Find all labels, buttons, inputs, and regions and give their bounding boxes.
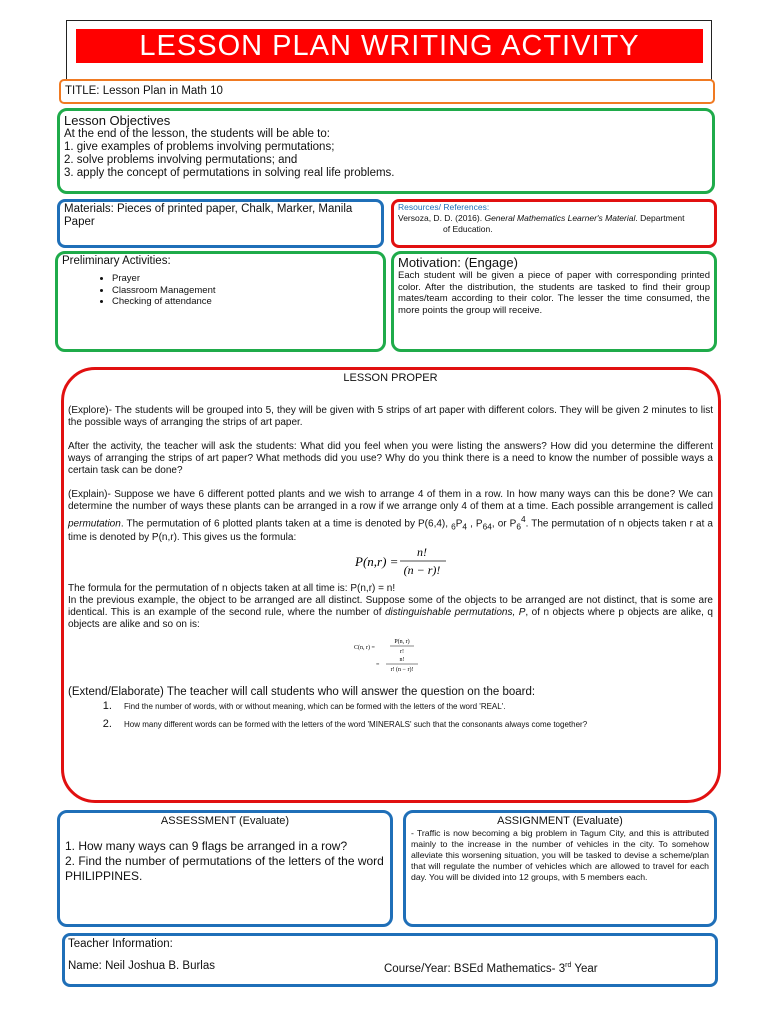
objective-item: 2. solve problems involving permutations; and — [64, 154, 298, 166]
course-text: Year — [571, 962, 598, 975]
assessment-item: 1. How many ways can 9 flags be arranged in a row? — [65, 839, 348, 853]
subscript: 64 — [482, 521, 492, 532]
formula-lhs: P(n,r) = — [355, 554, 399, 570]
citation-publisher-cont: of Education. — [443, 224, 493, 234]
all-time-paragraph: The formula for the permutation of n objects taken at all time is: P(n,r) = n! — [68, 583, 396, 595]
assessment-heading: ASSESSMENT (Evaluate) — [160, 815, 290, 827]
objective-item: 1. give examples of problems involving permutations; — [64, 141, 335, 153]
assignment-section — [403, 810, 717, 927]
page-title: LESSON PLAN WRITING ACTIVITY — [76, 29, 703, 63]
preliminary-section — [55, 251, 386, 352]
explore-paragraph: (Explore)- The students will be grouped into 5, they will be given with 5 strips of art paper with different colors. They will be given 2 minutes to list the possible ways of arranging the strips of art paper. — [68, 405, 713, 428]
formula2-numerator-2: n! — [399, 657, 405, 664]
teacher-course — [384, 959, 598, 976]
explain-term: permutation — [68, 518, 121, 530]
assignment-heading: ASSIGNMENT (Evaluate) — [497, 815, 623, 827]
permutation-formula — [68, 544, 708, 578]
superscript: 4 — [520, 514, 526, 524]
explain-text: , P — [467, 518, 483, 530]
list-item: • Prayer — [112, 273, 379, 285]
previous-text: In the previous example, the object to be arranged are all distinct. Suppose some of the objects to be arranged are not distinct, that is some are identical. This is an example of the second rule, where the number of — [68, 595, 713, 619]
previous-term: distinguishable permutations, P — [385, 607, 526, 619]
motivation-text: Each student will be given a piece of paper with corresponding printed color. After the distribution, the students are tasked to find their group mates/team according to their color. The lesser the time consumed, the more points the group will receive. — [398, 270, 710, 316]
teacher-info-section — [62, 933, 718, 987]
objectives-section — [57, 108, 715, 194]
explain-text: (Explain)- Suppose we have 6 different potted plants and we wish to arrange 4 of them in a row. In how many ways can this be done? We can determine the number of ways these plants can be arranged in a row if we arrange only 4 of them at a time. Each possible arrangement is called — [68, 489, 713, 512]
citation-title: General Mathematics Learner's Material — [484, 213, 636, 223]
formula-denominator: (n − r)! — [403, 563, 441, 578]
materials-text: Materials: Pieces of printed paper, Chalk, Marker, Manila Paper — [64, 203, 353, 228]
subscript: 6 — [451, 521, 456, 532]
explain-text: P — [455, 518, 463, 530]
list-item: 1. Find the number of words, with or without meaning, which can be formed with the letters of the word 'REAL'. — [115, 701, 713, 712]
list-item: 2. How many different words can be formed with the letters of the word 'MINERALS' such that the consonants always come together? — [115, 719, 713, 730]
preliminary-list — [62, 273, 379, 308]
objectives-intro: At the end of the lesson, the students will be able to: — [64, 128, 330, 140]
explain-text: . The permutation of n objects taken r at a time is denoted by P(n,r). This gives us the formula: — [68, 518, 713, 544]
resource-citation — [398, 213, 710, 224]
objectives-heading: Lesson Objectives — [64, 113, 171, 128]
formula2-denominator: r! — [400, 649, 404, 656]
formula2-equals: = — [376, 662, 380, 669]
subscript: 4 — [462, 521, 468, 532]
formula2-lhs: C(n, r) = — [354, 645, 375, 652]
subscript: 6 — [516, 521, 521, 532]
list-item: • Checking of attendance — [112, 296, 379, 308]
extend-list — [68, 701, 713, 730]
explain-text: , or P — [491, 518, 517, 530]
lesson-proper-section — [61, 367, 721, 803]
motivation-section — [391, 251, 717, 352]
assessment-item: 2. Find the number of permutations of the letters of the word PHILIPPINES. — [65, 854, 384, 883]
assessment-section — [57, 810, 393, 927]
teacher-heading: Teacher Information: — [68, 938, 173, 950]
previous-text: , of n objects where p objects are alike, q objects are alike and so on is: — [68, 607, 713, 631]
formula2-denominator-2: r! (n − r)! — [390, 667, 414, 674]
teacher-name: Name: Neil Joshua B. Burlas — [68, 960, 216, 972]
assignment-text: - Traffic is now becoming a big problem in Tagum City, and this is attributed mainly to the increase in the number of vehicles in the city. To somehow alleviate this worsening situation, you will be tasked to devise a scheme/plan that will regulate the number of vehicles which are allowed to travel for each day. You will be divided into 12 groups, with 5 members each. — [411, 828, 709, 882]
after-activity-paragraph: After the activity, the teacher will ask the students: What did you feel when you were listing the answers? How did you determine the different ways of arranging the strips of art paper? What methods did you use? Why do you think there is a need to know the number of possible ways a certain task can be done? — [68, 441, 713, 476]
list-item: • Classroom Management — [112, 285, 379, 297]
objective-item: 3. apply the concept of permutations in solving real life problems. — [64, 167, 395, 179]
resources-heading: Resources/ References: — [398, 202, 490, 212]
lesson-proper-heading: LESSON PROPER — [343, 372, 438, 384]
motivation-heading: Motivation: (Engage) — [398, 255, 518, 270]
lesson-title: TITLE: Lesson Plan in Math 10 — [59, 79, 715, 104]
materials-section — [57, 199, 384, 248]
formula-numerator: n! — [417, 545, 427, 560]
combination-formula — [68, 635, 708, 675]
explain-paragraph — [68, 489, 713, 544]
extend-heading: (Extend/Elaborate) The teacher will call students who will answer the question on the board: — [68, 686, 536, 699]
citation-author: Versoza, D. D. (2016). — [398, 213, 485, 223]
formula2-numerator: P(n, r) — [394, 639, 410, 646]
course-text: Course/Year: BSEd Mathematics- 3 — [384, 962, 566, 975]
previous-paragraph — [68, 595, 713, 631]
explain-text: . The permutation of 6 plotted plants taken at a time is denoted by P(6,4), — [120, 518, 452, 530]
preliminary-heading: Preliminary Activities: — [62, 255, 171, 267]
teacher-details — [68, 959, 712, 973]
citation-publisher: . Department — [635, 213, 685, 223]
resources-section — [391, 199, 717, 248]
course-superscript: rd — [565, 962, 572, 969]
